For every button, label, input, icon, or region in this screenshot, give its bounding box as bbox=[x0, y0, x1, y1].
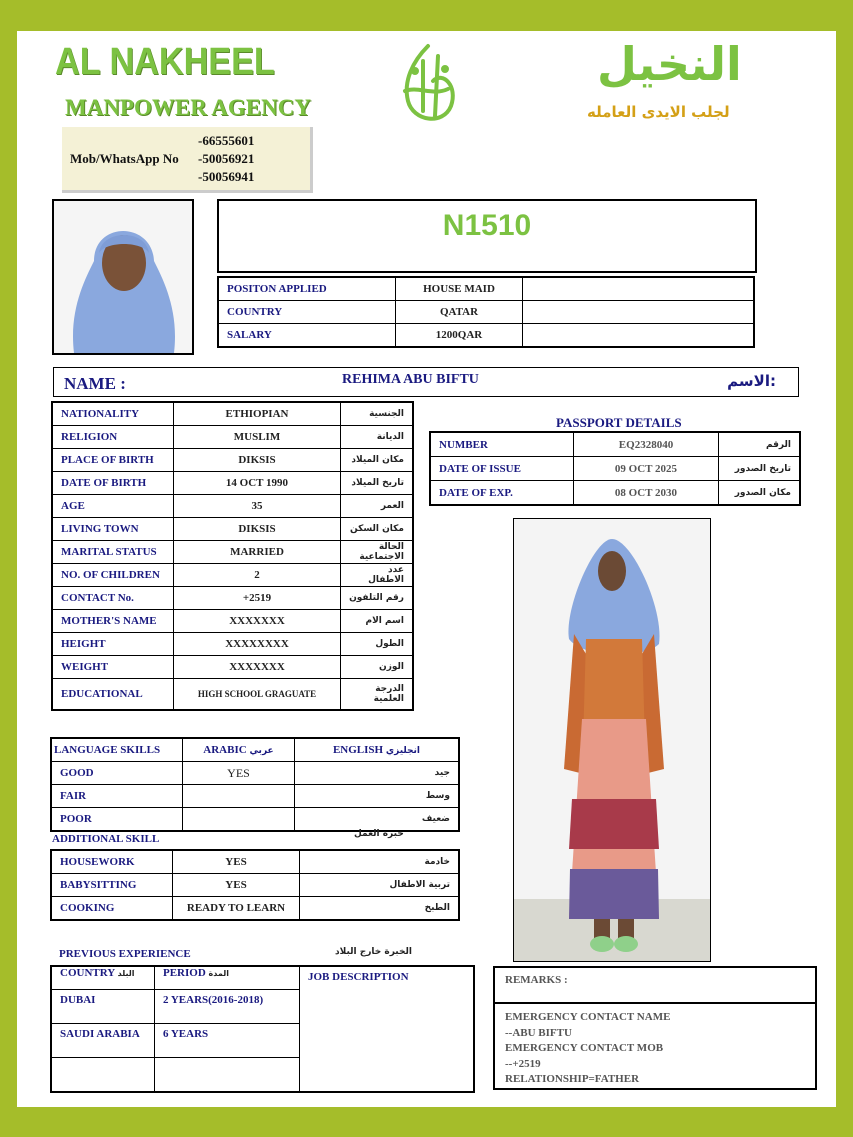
table-row bbox=[52, 610, 413, 633]
passport-label-ar: تاريخ الصدور bbox=[719, 457, 801, 481]
detail-label: EDUCATIONAL bbox=[52, 679, 174, 711]
detail-value: HIGH SCHOOL GRAGUATE bbox=[174, 679, 341, 711]
phone-box bbox=[62, 127, 313, 193]
brand-subtitle: MANPOWER AGENCY bbox=[65, 95, 311, 120]
additional-skill-title: ADDITIONAL SKILL bbox=[52, 833, 160, 845]
salary-label: SALARY bbox=[218, 324, 396, 348]
calligraphy-logo bbox=[393, 41, 463, 131]
detail-value: 14 OCT 1990 bbox=[174, 472, 341, 495]
remarks-line: EMERGENCY CONTACT MOB bbox=[505, 1042, 664, 1054]
experience-period: 6 YEARS bbox=[155, 1024, 300, 1058]
table-row bbox=[430, 481, 800, 506]
table-row bbox=[51, 785, 459, 808]
empty-cell bbox=[523, 277, 755, 301]
detail-label-ar: الجنسية bbox=[341, 402, 414, 426]
detail-label: MARITAL STATUS bbox=[52, 541, 174, 564]
skill-value: YES bbox=[173, 850, 300, 874]
detail-value: DIKSIS bbox=[174, 518, 341, 541]
passport-label: NUMBER bbox=[430, 432, 574, 457]
table-row bbox=[430, 457, 800, 481]
detail-value: MUSLIM bbox=[174, 426, 341, 449]
salary-value: 1200QAR bbox=[396, 324, 523, 348]
phone-2: -50056921 bbox=[198, 151, 255, 166]
detail-value: +2519 bbox=[174, 587, 341, 610]
name-bar bbox=[53, 367, 799, 397]
detail-label-ar: الديانة bbox=[341, 426, 414, 449]
detail-label: DATE OF BIRTH bbox=[52, 472, 174, 495]
country-label: COUNTRY bbox=[218, 301, 396, 324]
detail-label: AGE bbox=[52, 495, 174, 518]
detail-label: RELIGION bbox=[52, 426, 174, 449]
language-level: POOR bbox=[51, 808, 183, 832]
table-row bbox=[52, 587, 413, 610]
experience-table bbox=[50, 965, 475, 1093]
detail-label-ar: تاريخ الميلاد bbox=[341, 472, 414, 495]
skill-label: COOKING bbox=[51, 897, 173, 921]
skill-label-ar: خادمة bbox=[300, 850, 460, 874]
table-row bbox=[52, 679, 413, 711]
period-header: PERIOD المدة bbox=[155, 966, 300, 990]
previous-experience-title-ar: الخبرة خارج البلاد bbox=[335, 947, 412, 957]
detail-label-ar: الحالة الاجتماعية bbox=[341, 541, 414, 564]
passport-value: EQ2328040 bbox=[574, 432, 719, 457]
passport-label: DATE OF ISSUE bbox=[430, 457, 574, 481]
brand-name: AL NAKHEEL bbox=[55, 41, 275, 83]
position-table bbox=[217, 276, 755, 348]
portrait-photo bbox=[52, 199, 194, 355]
table-row bbox=[52, 495, 413, 518]
detail-value: 35 bbox=[174, 495, 341, 518]
reference-box bbox=[217, 199, 757, 273]
remarks-content bbox=[495, 1004, 815, 1094]
detail-label: WEIGHT bbox=[52, 656, 174, 679]
table-row bbox=[52, 633, 413, 656]
language-skills-table bbox=[50, 737, 460, 832]
arabic-level-value: YES bbox=[183, 762, 295, 785]
table-row bbox=[52, 472, 413, 495]
detail-label-ar: اسم الام bbox=[341, 610, 414, 633]
detail-value: DIKSIS bbox=[174, 449, 341, 472]
cv-page bbox=[17, 31, 836, 1107]
reference-number: N1510 bbox=[442, 209, 532, 242]
detail-label: LIVING TOWN bbox=[52, 518, 174, 541]
detail-label-ar: رقم التلفون bbox=[341, 587, 414, 610]
experience-period: 2 YEARS(2016-2018) bbox=[155, 990, 300, 1024]
skill-label: HOUSEWORK bbox=[51, 850, 173, 874]
arabic-header: ARABIC عربي bbox=[183, 738, 295, 762]
detail-label-ar: عدد الاطفال bbox=[341, 564, 414, 587]
table-row bbox=[51, 808, 459, 832]
additional-skills-table bbox=[50, 849, 460, 921]
skill-label-ar: الطبخ bbox=[300, 897, 460, 921]
table-row bbox=[51, 897, 459, 921]
english-header: ENGLISH انجليزي bbox=[295, 738, 460, 762]
empty-cell bbox=[523, 301, 755, 324]
table-row bbox=[51, 738, 459, 762]
detail-label-ar: العمر bbox=[341, 495, 414, 518]
passport-value: 08 OCT 2030 bbox=[574, 481, 719, 506]
table-row bbox=[52, 564, 413, 587]
empty-cell bbox=[523, 324, 755, 348]
additional-skill-title-ar: خبرة العمل bbox=[354, 829, 404, 839]
detail-label-ar: مكان السكن bbox=[341, 518, 414, 541]
table-row bbox=[51, 874, 459, 897]
table-row bbox=[51, 762, 459, 785]
table-row bbox=[51, 850, 459, 874]
remarks-line: RELATIONSHIP=FATHER bbox=[505, 1073, 640, 1085]
table-row bbox=[52, 402, 413, 426]
experience-country: DUBAI bbox=[51, 990, 155, 1024]
detail-label-ar: الطول bbox=[341, 633, 414, 656]
detail-label-ar: الدرجة العلمية bbox=[341, 679, 414, 711]
full-body-photo bbox=[513, 518, 711, 962]
detail-value: XXXXXXX bbox=[174, 656, 341, 679]
language-skills-header: LANGUAGE SKILLS bbox=[51, 738, 183, 762]
country-value: QATAR bbox=[396, 301, 523, 324]
arabic-level-value bbox=[183, 808, 295, 832]
detail-value: ETHIOPIAN bbox=[174, 402, 341, 426]
detail-label: HEIGHT bbox=[52, 633, 174, 656]
position-label: POSITON APPLIED bbox=[218, 277, 396, 301]
remarks-label: REMARKS : bbox=[495, 968, 815, 1004]
table-row bbox=[52, 449, 413, 472]
table-row bbox=[430, 432, 800, 457]
detail-label-ar: مكان الميلاد bbox=[341, 449, 414, 472]
remarks-box bbox=[493, 966, 817, 1090]
detail-label-ar: الوزن bbox=[341, 656, 414, 679]
skill-value: READY TO LEARN bbox=[173, 897, 300, 921]
experience-country: SAUDI ARABIA bbox=[51, 1024, 155, 1058]
passport-title: PASSPORT DETAILS bbox=[556, 415, 682, 430]
language-level-ar: ضعيف bbox=[295, 808, 460, 832]
table-row bbox=[218, 301, 754, 324]
personal-details-table bbox=[51, 401, 414, 711]
skill-label-ar: تربية الاطفال bbox=[300, 874, 460, 897]
phone-1: -66555601 bbox=[198, 133, 255, 148]
detail-value: XXXXXXX bbox=[174, 610, 341, 633]
language-level: GOOD bbox=[51, 762, 183, 785]
table-row bbox=[218, 277, 754, 301]
empty-cell bbox=[51, 1058, 155, 1092]
phone-3: -50056941 bbox=[198, 169, 255, 184]
detail-value: MARRIED bbox=[174, 541, 341, 564]
detail-value: 2 bbox=[174, 564, 341, 587]
detail-label: MOTHER'S NAME bbox=[52, 610, 174, 633]
name-label: NAME : bbox=[64, 374, 126, 393]
table-row bbox=[52, 656, 413, 679]
table-row bbox=[52, 541, 413, 564]
skill-label: BABYSITTING bbox=[51, 874, 173, 897]
arabic-level-value bbox=[183, 785, 295, 808]
table-row bbox=[218, 324, 754, 348]
position-value: HOUSE MAID bbox=[396, 277, 523, 301]
remarks-line: --+2519 bbox=[505, 1057, 541, 1070]
language-level-ar: وسط bbox=[295, 785, 460, 808]
full-name: REHIMA ABU BIFTU bbox=[342, 372, 479, 387]
passport-label: DATE OF EXP. bbox=[430, 481, 574, 506]
language-level-ar: جيد bbox=[295, 762, 460, 785]
empty-cell bbox=[155, 1058, 300, 1092]
arabic-subtitle: لجلب الايدى العامله bbox=[587, 103, 730, 121]
detail-value: XXXXXXXX bbox=[174, 633, 341, 656]
remarks-line: --ABU BIFTU bbox=[505, 1026, 572, 1039]
arabic-title: النخيل bbox=[597, 37, 742, 91]
passport-label-ar: مكان الصدور bbox=[719, 481, 801, 506]
detail-label: CONTACT No. bbox=[52, 587, 174, 610]
detail-label: NO. OF CHILDREN bbox=[52, 564, 174, 587]
language-level: FAIR bbox=[51, 785, 183, 808]
previous-experience-title: PREVIOUS EXPERIENCE bbox=[59, 948, 191, 960]
phone-label: Mob/WhatsApp No bbox=[70, 151, 179, 166]
passport-value: 09 OCT 2025 bbox=[574, 457, 719, 481]
country-header: COUNTRY البلد bbox=[51, 966, 155, 990]
skill-value: YES bbox=[173, 874, 300, 897]
detail-label: PLACE OF BIRTH bbox=[52, 449, 174, 472]
job-description-header: JOB DESCRIPTION bbox=[300, 966, 475, 1092]
remarks-line: EMERGENCY CONTACT NAME bbox=[505, 1011, 671, 1023]
table-row bbox=[52, 518, 413, 541]
passport-label-ar: الرقم bbox=[719, 432, 801, 457]
detail-label: NATIONALITY bbox=[52, 402, 174, 426]
table-row bbox=[52, 426, 413, 449]
table-row bbox=[51, 966, 474, 990]
name-arabic-label: الاسم: bbox=[727, 372, 776, 390]
passport-table bbox=[429, 431, 801, 506]
